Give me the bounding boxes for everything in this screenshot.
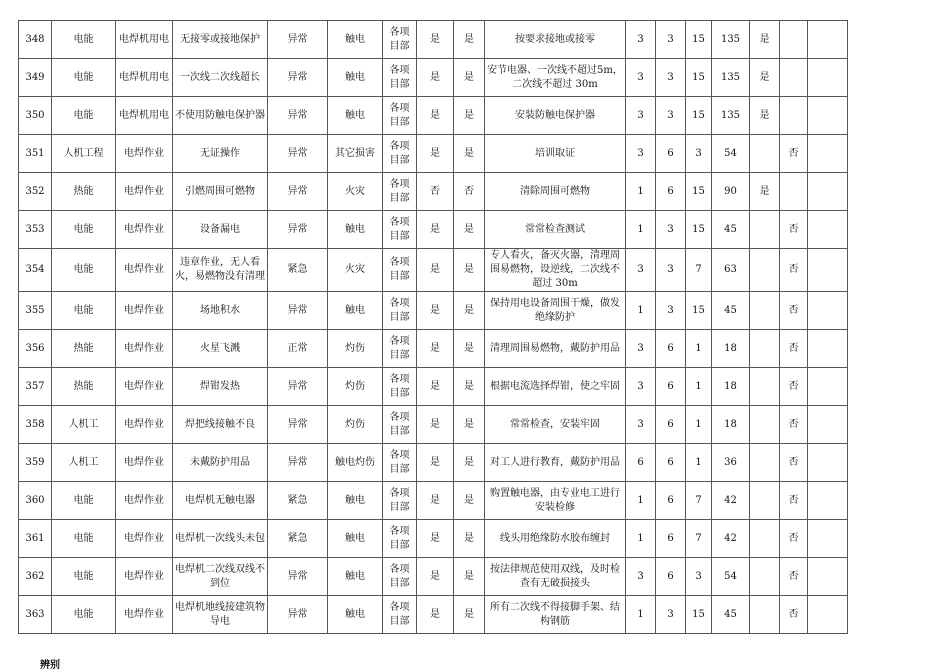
general-risk-cell xyxy=(780,59,808,97)
hazard-category-cell: 电能 xyxy=(52,21,116,59)
consequence-cell: 触电 xyxy=(328,520,383,558)
department-cell: 各项目部 xyxy=(383,59,417,97)
control-check-1-cell: 是 xyxy=(417,482,454,520)
major-risk-cell: 是 xyxy=(750,21,780,59)
exposure-cell: 6 xyxy=(656,558,686,596)
control-measure-cell: 保持用电设备周围干燥，做发绝缘防护 xyxy=(485,292,626,330)
blank-cell xyxy=(808,59,848,97)
control-measure-cell: 安装防触电保护器 xyxy=(485,97,626,135)
consequence-cell: 触电 xyxy=(328,59,383,97)
exposure-cell: 6 xyxy=(656,520,686,558)
control-check-2-cell: 是 xyxy=(454,21,485,59)
control-check-1-cell: 是 xyxy=(417,249,454,292)
table-row xyxy=(19,292,848,330)
control-measure-cell: 所有二次线不得接脚手架、结构钢筋 xyxy=(485,596,626,634)
table-row xyxy=(19,97,848,135)
control-check-1-cell: 否 xyxy=(417,173,454,211)
hazard-description-cell: 无证操作 xyxy=(173,135,268,173)
major-risk-cell xyxy=(750,520,780,558)
consequence-score-cell: 1 xyxy=(686,444,712,482)
hazard-description-cell: 焊把线接触不良 xyxy=(173,406,268,444)
control-measure-cell: 常常检查测试 xyxy=(485,211,626,249)
likelihood-cell: 3 xyxy=(626,558,656,596)
general-risk-cell: 否 xyxy=(780,135,808,173)
table-row xyxy=(19,135,848,173)
hazard-description-cell: 设备漏电 xyxy=(173,211,268,249)
consequence-cell: 灼伤 xyxy=(328,330,383,368)
job-activity-cell: 电焊作业 xyxy=(116,330,173,368)
likelihood-cell: 1 xyxy=(626,520,656,558)
hazard-description-cell: 不使用防触电保护器 xyxy=(173,97,268,135)
consequence-cell: 火灾 xyxy=(328,173,383,211)
hazard-category-cell: 电能 xyxy=(52,482,116,520)
hazard-category-cell: 热能 xyxy=(52,173,116,211)
department-cell: 各项目部 xyxy=(383,211,417,249)
control-check-2-cell: 是 xyxy=(454,558,485,596)
control-check-2-cell: 是 xyxy=(454,211,485,249)
general-risk-cell: 否 xyxy=(780,558,808,596)
row-number-cell: 348 xyxy=(19,21,52,59)
control-measure-cell: 按要求接地或接零 xyxy=(485,21,626,59)
hazard-description-cell: 未戴防护用品 xyxy=(173,444,268,482)
row-number-cell: 363 xyxy=(19,596,52,634)
major-risk-cell xyxy=(750,135,780,173)
table-row xyxy=(19,211,848,249)
department-cell: 各项目部 xyxy=(383,21,417,59)
risk-score-cell: 45 xyxy=(712,211,750,249)
blank-cell xyxy=(808,173,848,211)
control-check-1-cell: 是 xyxy=(417,330,454,368)
job-activity-cell: 电焊作业 xyxy=(116,368,173,406)
job-activity-cell: 电焊作业 xyxy=(116,444,173,482)
hazard-description-cell: 场地积水 xyxy=(173,292,268,330)
control-check-1-cell: 是 xyxy=(417,368,454,406)
state-cell: 紧急 xyxy=(268,520,328,558)
control-check-2-cell: 是 xyxy=(454,406,485,444)
consequence-cell: 触电 xyxy=(328,292,383,330)
control-measure-cell: 线头用绝缘防水胶布缠封 xyxy=(485,520,626,558)
state-cell: 异常 xyxy=(268,21,328,59)
control-measure-cell: 安节电器、一次线不超过5m，二次线不超过 30m xyxy=(485,59,626,97)
likelihood-cell: 1 xyxy=(626,173,656,211)
consequence-cell: 灼伤 xyxy=(328,406,383,444)
general-risk-cell xyxy=(780,21,808,59)
general-risk-cell: 否 xyxy=(780,249,808,292)
department-cell: 各项目部 xyxy=(383,292,417,330)
control-check-2-cell: 是 xyxy=(454,520,485,558)
row-number-cell: 358 xyxy=(19,406,52,444)
blank-cell xyxy=(808,330,848,368)
job-activity-cell: 电焊作业 xyxy=(116,173,173,211)
row-number-cell: 361 xyxy=(19,520,52,558)
exposure-cell: 6 xyxy=(656,135,686,173)
blank-cell xyxy=(808,97,848,135)
exposure-cell: 6 xyxy=(656,406,686,444)
consequence-cell: 触电 xyxy=(328,558,383,596)
job-activity-cell: 电焊作业 xyxy=(116,249,173,292)
consequence-cell: 其它损害 xyxy=(328,135,383,173)
control-check-2-cell: 是 xyxy=(454,330,485,368)
general-risk-cell: 否 xyxy=(780,406,808,444)
hazard-description-cell: 电焊机一次线头未包 xyxy=(173,520,268,558)
hazard-category-cell: 人机工 xyxy=(52,444,116,482)
consequence-cell: 火灾 xyxy=(328,249,383,292)
general-risk-cell: 否 xyxy=(780,292,808,330)
exposure-cell: 6 xyxy=(656,482,686,520)
risk-score-cell: 18 xyxy=(712,330,750,368)
table-row xyxy=(19,368,848,406)
row-number-cell: 351 xyxy=(19,135,52,173)
likelihood-cell: 6 xyxy=(626,444,656,482)
consequence-score-cell: 3 xyxy=(686,135,712,173)
department-cell: 各项目部 xyxy=(383,97,417,135)
consequence-score-cell: 15 xyxy=(686,211,712,249)
exposure-cell: 6 xyxy=(656,368,686,406)
hazard-description-cell: 无接零或接地保护 xyxy=(173,21,268,59)
department-cell: 各项目部 xyxy=(383,135,417,173)
control-measure-cell: 购置触电器，由专业电工进行安装检修 xyxy=(485,482,626,520)
department-cell: 各项目部 xyxy=(383,249,417,292)
control-check-1-cell: 是 xyxy=(417,211,454,249)
major-risk-cell xyxy=(750,330,780,368)
department-cell: 各项目部 xyxy=(383,482,417,520)
table-row xyxy=(19,558,848,596)
control-check-1-cell: 是 xyxy=(417,520,454,558)
job-activity-cell: 电焊作业 xyxy=(116,135,173,173)
row-number-cell: 357 xyxy=(19,368,52,406)
state-cell: 异常 xyxy=(268,59,328,97)
risk-score-cell: 18 xyxy=(712,406,750,444)
consequence-cell: 触电 xyxy=(328,21,383,59)
exposure-cell: 3 xyxy=(656,249,686,292)
department-cell: 各项目部 xyxy=(383,444,417,482)
consequence-cell: 触电灼伤 xyxy=(328,444,383,482)
hazard-category-cell: 电能 xyxy=(52,558,116,596)
likelihood-cell: 1 xyxy=(626,211,656,249)
state-cell: 正常 xyxy=(268,330,328,368)
likelihood-cell: 3 xyxy=(626,249,656,292)
blank-cell xyxy=(808,292,848,330)
consequence-score-cell: 7 xyxy=(686,482,712,520)
job-activity-cell: 电焊机用电 xyxy=(116,97,173,135)
risk-score-cell: 45 xyxy=(712,596,750,634)
table-row xyxy=(19,482,848,520)
likelihood-cell: 3 xyxy=(626,59,656,97)
hazard-category-cell: 电能 xyxy=(52,292,116,330)
hazard-description-cell: 电焊机无触电器 xyxy=(173,482,268,520)
hazard-description-cell: 违章作业，无人看火，易燃物没有清理 xyxy=(173,249,268,292)
control-measure-cell: 清除周围可燃物 xyxy=(485,173,626,211)
hazard-category-cell: 电能 xyxy=(52,59,116,97)
state-cell: 异常 xyxy=(268,135,328,173)
consequence-score-cell: 1 xyxy=(686,368,712,406)
hazard-category-cell: 热能 xyxy=(52,368,116,406)
hazard-description-cell: 电焊机地线接建筑物导电 xyxy=(173,596,268,634)
major-risk-cell xyxy=(750,368,780,406)
job-activity-cell: 电焊作业 xyxy=(116,211,173,249)
job-activity-cell: 电焊作业 xyxy=(116,520,173,558)
exposure-cell: 3 xyxy=(656,211,686,249)
job-activity-cell: 电焊机用电 xyxy=(116,21,173,59)
likelihood-cell: 1 xyxy=(626,482,656,520)
consequence-score-cell: 1 xyxy=(686,406,712,444)
control-measure-cell: 对工人进行教育，戴防护用品 xyxy=(485,444,626,482)
state-cell: 异常 xyxy=(268,97,328,135)
likelihood-cell: 3 xyxy=(626,368,656,406)
exposure-cell: 3 xyxy=(656,59,686,97)
hazard-category-cell: 人机工 xyxy=(52,406,116,444)
table-row xyxy=(19,173,848,211)
blank-cell xyxy=(808,249,848,292)
job-activity-cell: 电焊机用电 xyxy=(116,59,173,97)
risk-score-cell: 54 xyxy=(712,558,750,596)
control-check-1-cell: 是 xyxy=(417,444,454,482)
hazard-description-cell: 电焊机二次线双线不到位 xyxy=(173,558,268,596)
state-cell: 异常 xyxy=(268,292,328,330)
consequence-cell: 触电 xyxy=(328,97,383,135)
control-check-1-cell: 是 xyxy=(417,21,454,59)
general-risk-cell: 否 xyxy=(780,368,808,406)
major-risk-cell xyxy=(750,444,780,482)
control-measure-cell: 清理周围易燃物，戴防护用品 xyxy=(485,330,626,368)
control-check-2-cell: 是 xyxy=(454,292,485,330)
hazard-category-cell: 人机工程 xyxy=(52,135,116,173)
likelihood-cell: 3 xyxy=(626,135,656,173)
blank-cell xyxy=(808,596,848,634)
control-check-1-cell: 是 xyxy=(417,558,454,596)
hazard-description-cell: 一次线二次线超长 xyxy=(173,59,268,97)
hazard-description-cell: 焊钳发热 xyxy=(173,368,268,406)
consequence-cell: 灼伤 xyxy=(328,368,383,406)
state-cell: 异常 xyxy=(268,173,328,211)
row-number-cell: 362 xyxy=(19,558,52,596)
blank-cell xyxy=(808,482,848,520)
department-cell: 各项目部 xyxy=(383,558,417,596)
control-check-2-cell: 否 xyxy=(454,173,485,211)
general-risk-cell xyxy=(780,173,808,211)
control-check-2-cell: 是 xyxy=(454,59,485,97)
state-cell: 紧急 xyxy=(268,482,328,520)
hazard-description-cell: 引燃周围可燃物 xyxy=(173,173,268,211)
row-number-cell: 350 xyxy=(19,97,52,135)
row-number-cell: 349 xyxy=(19,59,52,97)
hazard-category-cell: 电能 xyxy=(52,596,116,634)
consequence-score-cell: 15 xyxy=(686,59,712,97)
job-activity-cell: 电焊作业 xyxy=(116,596,173,634)
control-check-2-cell: 是 xyxy=(454,482,485,520)
general-risk-cell: 否 xyxy=(780,444,808,482)
state-cell: 异常 xyxy=(268,596,328,634)
control-check-2-cell: 是 xyxy=(454,135,485,173)
exposure-cell: 3 xyxy=(656,292,686,330)
blank-cell xyxy=(808,21,848,59)
risk-score-cell: 90 xyxy=(712,173,750,211)
blank-cell xyxy=(808,135,848,173)
department-cell: 各项目部 xyxy=(383,520,417,558)
consequence-score-cell: 15 xyxy=(686,173,712,211)
table-row xyxy=(19,21,848,59)
control-check-2-cell: 是 xyxy=(454,444,485,482)
hazard-description-cell: 火星飞溅 xyxy=(173,330,268,368)
hazard-category-cell: 电能 xyxy=(52,97,116,135)
department-cell: 各项目部 xyxy=(383,406,417,444)
exposure-cell: 3 xyxy=(656,21,686,59)
department-cell: 各项目部 xyxy=(383,330,417,368)
control-check-1-cell: 是 xyxy=(417,135,454,173)
major-risk-cell: 是 xyxy=(750,97,780,135)
table-row xyxy=(19,249,848,292)
control-check-2-cell: 是 xyxy=(454,368,485,406)
control-check-1-cell: 是 xyxy=(417,292,454,330)
control-check-1-cell: 是 xyxy=(417,406,454,444)
risk-score-cell: 63 xyxy=(712,249,750,292)
table-row xyxy=(19,59,848,97)
job-activity-cell: 电焊作业 xyxy=(116,406,173,444)
likelihood-cell: 3 xyxy=(626,406,656,444)
general-risk-cell: 否 xyxy=(780,482,808,520)
job-activity-cell: 电焊作业 xyxy=(116,558,173,596)
blank-cell xyxy=(808,558,848,596)
control-check-2-cell: 是 xyxy=(454,97,485,135)
table-row xyxy=(19,596,848,634)
control-measure-cell: 培训取证 xyxy=(485,135,626,173)
hazard-category-cell: 电能 xyxy=(52,211,116,249)
state-cell: 异常 xyxy=(268,406,328,444)
table-row xyxy=(19,520,848,558)
hazard-category-cell: 电能 xyxy=(52,249,116,292)
major-risk-cell xyxy=(750,406,780,444)
control-check-1-cell: 是 xyxy=(417,59,454,97)
exposure-cell: 6 xyxy=(656,444,686,482)
page-footer-label: 辨别 xyxy=(40,660,60,671)
major-risk-cell xyxy=(750,596,780,634)
state-cell: 异常 xyxy=(268,211,328,249)
exposure-cell: 6 xyxy=(656,173,686,211)
major-risk-cell xyxy=(750,211,780,249)
risk-score-cell: 135 xyxy=(712,59,750,97)
exposure-cell: 3 xyxy=(656,596,686,634)
major-risk-cell: 是 xyxy=(750,59,780,97)
risk-score-cell: 135 xyxy=(712,21,750,59)
general-risk-cell xyxy=(780,97,808,135)
major-risk-cell xyxy=(750,292,780,330)
risk-score-cell: 45 xyxy=(712,292,750,330)
consequence-score-cell: 1 xyxy=(686,330,712,368)
job-activity-cell: 电焊作业 xyxy=(116,482,173,520)
consequence-score-cell: 15 xyxy=(686,21,712,59)
consequence-score-cell: 7 xyxy=(686,520,712,558)
blank-cell xyxy=(808,368,848,406)
row-number-cell: 359 xyxy=(19,444,52,482)
risk-score-cell: 42 xyxy=(712,482,750,520)
consequence-score-cell: 3 xyxy=(686,558,712,596)
risk-score-cell: 54 xyxy=(712,135,750,173)
likelihood-cell: 3 xyxy=(626,97,656,135)
control-check-2-cell: 是 xyxy=(454,249,485,292)
row-number-cell: 355 xyxy=(19,292,52,330)
control-measure-cell: 根据电流选择焊钳，使之牢固 xyxy=(485,368,626,406)
likelihood-cell: 1 xyxy=(626,292,656,330)
department-cell: 各项目部 xyxy=(383,368,417,406)
state-cell: 紧急 xyxy=(268,249,328,292)
control-check-1-cell: 是 xyxy=(417,596,454,634)
row-number-cell: 356 xyxy=(19,330,52,368)
likelihood-cell: 3 xyxy=(626,330,656,368)
risk-score-cell: 36 xyxy=(712,444,750,482)
blank-cell xyxy=(808,520,848,558)
risk-score-cell: 135 xyxy=(712,97,750,135)
row-number-cell: 352 xyxy=(19,173,52,211)
row-number-cell: 360 xyxy=(19,482,52,520)
consequence-score-cell: 15 xyxy=(686,596,712,634)
general-risk-cell: 否 xyxy=(780,520,808,558)
consequence-cell: 触电 xyxy=(328,482,383,520)
major-risk-cell xyxy=(750,482,780,520)
state-cell: 异常 xyxy=(268,368,328,406)
state-cell: 异常 xyxy=(268,558,328,596)
control-measure-cell: 按法律规范使用双线，及时检查有无破损接头 xyxy=(485,558,626,596)
blank-cell xyxy=(808,444,848,482)
exposure-cell: 6 xyxy=(656,330,686,368)
row-number-cell: 353 xyxy=(19,211,52,249)
department-cell: 各项目部 xyxy=(383,173,417,211)
blank-cell xyxy=(808,211,848,249)
state-cell: 异常 xyxy=(268,444,328,482)
blank-cell xyxy=(808,406,848,444)
row-number-cell: 354 xyxy=(19,249,52,292)
general-risk-cell: 否 xyxy=(780,330,808,368)
job-activity-cell: 电焊作业 xyxy=(116,292,173,330)
risk-score-cell: 18 xyxy=(712,368,750,406)
major-risk-cell xyxy=(750,558,780,596)
table-row xyxy=(19,444,848,482)
general-risk-cell: 否 xyxy=(780,211,808,249)
risk-assessment-table xyxy=(18,20,848,634)
control-measure-cell: 专人看火，备灭火器，清理周围易燃物，设逆线，二次线不超过 30m xyxy=(485,249,626,292)
control-check-1-cell: 是 xyxy=(417,97,454,135)
consequence-cell: 触电 xyxy=(328,596,383,634)
risk-score-cell: 42 xyxy=(712,520,750,558)
table-row xyxy=(19,406,848,444)
table-row xyxy=(19,330,848,368)
control-check-2-cell: 是 xyxy=(454,596,485,634)
likelihood-cell: 3 xyxy=(626,21,656,59)
major-risk-cell xyxy=(750,249,780,292)
hazard-category-cell: 电能 xyxy=(52,520,116,558)
hazard-category-cell: 热能 xyxy=(52,330,116,368)
general-risk-cell: 否 xyxy=(780,596,808,634)
consequence-score-cell: 15 xyxy=(686,97,712,135)
consequence-score-cell: 7 xyxy=(686,249,712,292)
consequence-score-cell: 15 xyxy=(686,292,712,330)
department-cell: 各项目部 xyxy=(383,596,417,634)
likelihood-cell: 1 xyxy=(626,596,656,634)
control-measure-cell: 常常检查，安装牢固 xyxy=(485,406,626,444)
major-risk-cell: 是 xyxy=(750,173,780,211)
consequence-cell: 触电 xyxy=(328,211,383,249)
exposure-cell: 3 xyxy=(656,97,686,135)
